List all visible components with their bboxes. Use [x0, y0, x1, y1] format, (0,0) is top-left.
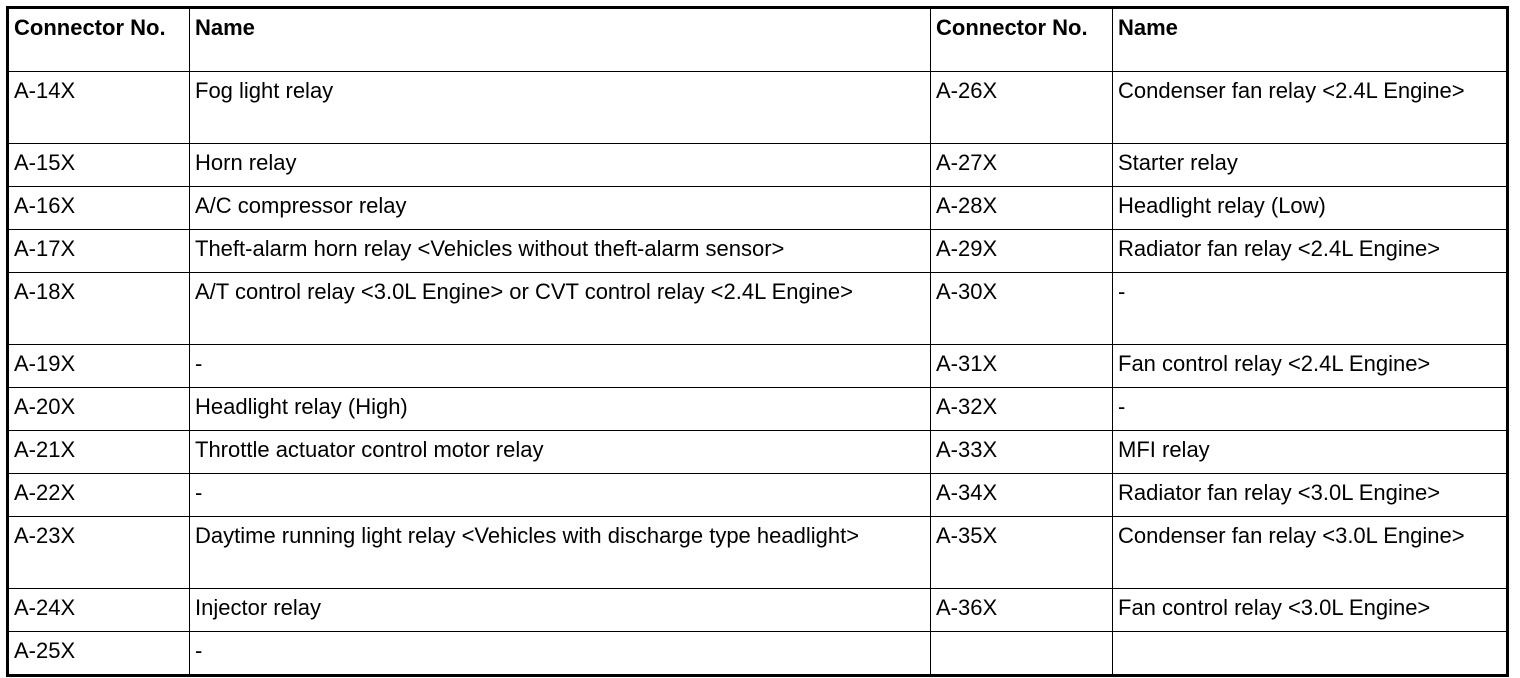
connector-cell: A-20X: [8, 388, 190, 431]
header-name-left: Name: [190, 8, 931, 72]
table-row: [8, 273, 1508, 345]
connector-cell: A-26X: [931, 72, 1113, 144]
connector-table: [6, 6, 1509, 677]
name-cell: Headlight relay (High): [190, 388, 931, 431]
name-cell: Horn relay: [190, 144, 931, 187]
table-row: [8, 589, 1508, 632]
name-cell: Fan control relay <2.4L Engine>: [1113, 345, 1508, 388]
name-cell: MFI relay: [1113, 431, 1508, 474]
table-row: [8, 72, 1508, 144]
table-row: [8, 517, 1508, 589]
connector-cell: A-14X: [8, 72, 190, 144]
name-cell: Throttle actuator control motor relay: [190, 431, 931, 474]
connector-cell: A-24X: [8, 589, 190, 632]
name-cell: Radiator fan relay <3.0L Engine>: [1113, 474, 1508, 517]
connector-cell: A-21X: [8, 431, 190, 474]
connector-cell: A-29X: [931, 230, 1113, 273]
table-row: [8, 144, 1508, 187]
name-cell: -: [190, 474, 931, 517]
connector-cell: A-30X: [931, 273, 1113, 345]
connector-cell: A-33X: [931, 431, 1113, 474]
connector-cell: A-19X: [8, 345, 190, 388]
connector-cell: A-23X: [8, 517, 190, 589]
connector-cell: A-34X: [931, 474, 1113, 517]
table-row: [8, 230, 1508, 273]
connector-cell: A-36X: [931, 589, 1113, 632]
header-name-right: Name: [1113, 8, 1508, 72]
connector-cell: A-28X: [931, 187, 1113, 230]
name-cell: Condenser fan relay <2.4L Engine>: [1113, 72, 1508, 144]
header-connector-no-left: Connector No.: [8, 8, 190, 72]
name-cell: Headlight relay (Low): [1113, 187, 1508, 230]
connector-cell: A-25X: [8, 632, 190, 676]
table-row: [8, 474, 1508, 517]
name-cell: Condenser fan relay <3.0L Engine>: [1113, 517, 1508, 589]
connector-cell: [931, 632, 1113, 676]
table-row: [8, 388, 1508, 431]
connector-cell: A-22X: [8, 474, 190, 517]
name-cell: Starter relay: [1113, 144, 1508, 187]
name-cell: Injector relay: [190, 589, 931, 632]
connector-cell: A-31X: [931, 345, 1113, 388]
table-row: [8, 431, 1508, 474]
name-cell: Radiator fan relay <2.4L Engine>: [1113, 230, 1508, 273]
header-row: [8, 8, 1508, 72]
connector-cell: A-27X: [931, 144, 1113, 187]
name-cell: -: [190, 632, 931, 676]
table-row: [8, 187, 1508, 230]
name-cell: Fan control relay <3.0L Engine>: [1113, 589, 1508, 632]
table-row: [8, 632, 1508, 676]
name-cell: -: [190, 345, 931, 388]
connector-cell: A-16X: [8, 187, 190, 230]
connector-cell: A-18X: [8, 273, 190, 345]
name-cell: -: [1113, 388, 1508, 431]
header-connector-no-right: Connector No.: [931, 8, 1113, 72]
name-cell: A/C compressor relay: [190, 187, 931, 230]
connector-cell: A-17X: [8, 230, 190, 273]
connector-cell: A-15X: [8, 144, 190, 187]
name-cell: [1113, 632, 1508, 676]
name-cell: Fog light relay: [190, 72, 931, 144]
table-row: [8, 345, 1508, 388]
name-cell: Daytime running light relay <Vehicles with discharge type headlight>: [190, 517, 931, 589]
name-cell: -: [1113, 273, 1508, 345]
connector-cell: A-32X: [931, 388, 1113, 431]
connector-cell: A-35X: [931, 517, 1113, 589]
name-cell: Theft-alarm horn relay <Vehicles without theft-alarm sensor>: [190, 230, 931, 273]
name-cell: A/T control relay <3.0L Engine> or CVT control relay <2.4L Engine>: [190, 273, 931, 345]
